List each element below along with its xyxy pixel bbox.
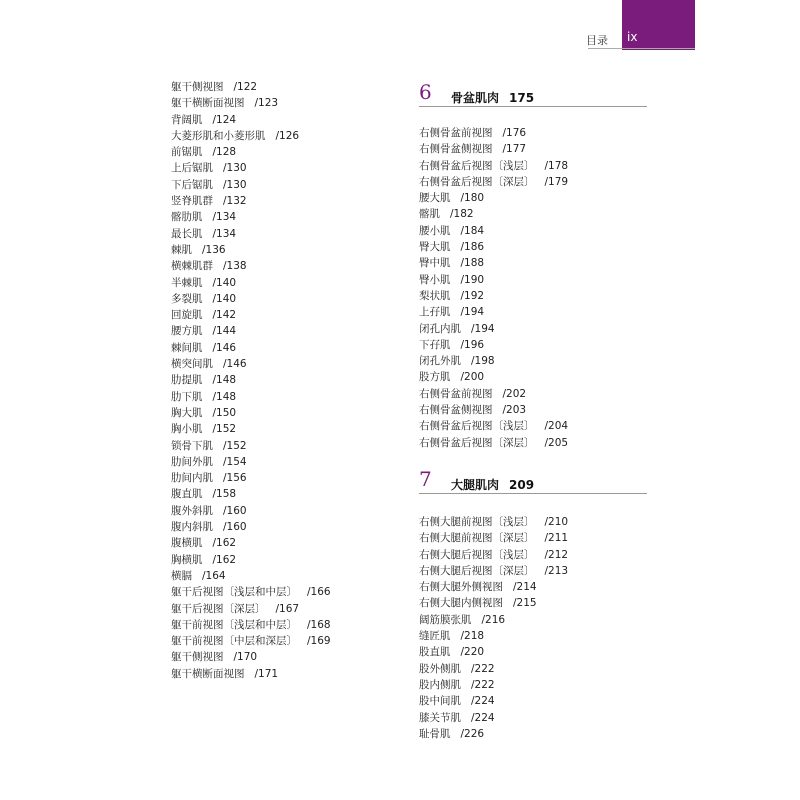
toc-entry	[419, 386, 568, 402]
toc-entry	[419, 272, 568, 288]
toc-entry	[419, 514, 568, 530]
toc-entry-page: /178	[544, 159, 569, 172]
toc-entry-page: /156	[223, 472, 247, 485]
toc-entry	[171, 242, 331, 258]
section-7-title-wrap	[451, 476, 534, 493]
toc-entry	[171, 535, 331, 551]
toc-entry	[419, 710, 568, 726]
toc-entry-title: 上后锯肌	[171, 162, 213, 175]
toc-entry-title: 右侧骨盆侧视图	[419, 404, 493, 417]
toc-entry-title: 横膈	[171, 569, 192, 582]
toc-entry	[171, 405, 331, 421]
toc-entry-title: 右侧大腿外侧视图	[419, 581, 503, 594]
toc-entry	[419, 726, 568, 742]
toc-entry-page: /179	[544, 175, 569, 188]
toc-entry-page: /132	[223, 195, 247, 208]
toc-entry	[419, 158, 568, 174]
toc-entry-page: /160	[223, 504, 247, 517]
toc-entry-page: /194	[460, 306, 485, 319]
toc-entry	[171, 503, 331, 519]
toc-entry-page: /215	[513, 597, 537, 610]
toc-entry-title: 阔筋膜张肌	[419, 613, 472, 626]
toc-entry	[171, 666, 331, 682]
toc-entry	[171, 584, 331, 600]
toc-entry-page: /218	[460, 630, 485, 643]
toc-entry	[419, 530, 568, 546]
toc-entry-title: 臀大肌	[419, 241, 451, 254]
toc-entry-page: /224	[471, 695, 495, 708]
toc-entry-page: /140	[212, 292, 237, 305]
toc-entry-title: 股外侧肌	[419, 662, 461, 675]
toc-entry	[419, 353, 568, 369]
toc-entry	[171, 193, 331, 209]
toc-entry-page: /194	[471, 322, 495, 335]
toc-entry	[419, 644, 568, 660]
toc-entry-page: /126	[275, 129, 300, 142]
toc-entry-page: /144	[212, 325, 237, 338]
toc-entry-page: /198	[471, 355, 495, 368]
toc-entry-title: 背阔肌	[171, 113, 203, 126]
toc-entry-page: /146	[223, 358, 247, 371]
toc-entry-title: 棘间肌	[171, 341, 203, 354]
toc-entry	[419, 628, 568, 644]
toc-entry-page: /196	[460, 338, 485, 351]
toc-entry-title: 肋间内肌	[171, 472, 213, 485]
toc-entry-page: /146	[212, 341, 237, 354]
toc-entry	[171, 519, 331, 535]
toc-entry-title: 腰方肌	[171, 325, 203, 338]
toc-entry-title: 右侧骨盆前视图	[419, 387, 493, 400]
toc-entry	[171, 649, 331, 665]
toc-entry-page: /216	[481, 613, 506, 626]
toc-entry-title: 竖脊肌群	[171, 195, 213, 208]
section-6-title: 骨盆肌肉	[451, 91, 500, 105]
toc-entry-page: /212	[544, 548, 569, 561]
toc-entry	[419, 369, 568, 385]
toc-entry	[419, 239, 568, 255]
toc-entry-title: 腹直肌	[171, 488, 203, 501]
toc-entry	[171, 601, 331, 617]
toc-entry-title: 右侧大腿前视图〔浅层〕	[419, 516, 535, 528]
toc-entry-title: 大菱形肌和小菱形肌	[171, 129, 266, 142]
toc-entry	[171, 454, 331, 470]
toc-entry-page: /226	[460, 727, 485, 740]
toc-entry-page: /186	[460, 241, 485, 254]
toc-entry-title: 梨状肌	[419, 289, 451, 302]
toc-entry-title: 胸大肌	[171, 406, 203, 419]
toc-entry	[419, 693, 568, 709]
toc-entry-title: 回旋肌	[171, 309, 203, 322]
toc-entry	[171, 258, 331, 274]
toc-entry-title: 最长肌	[171, 227, 203, 240]
toc-entry-page: /180	[460, 192, 485, 205]
header-rule	[588, 48, 695, 49]
toc-entry-page: /160	[223, 521, 247, 534]
toc-entry	[171, 633, 331, 649]
toc-entry-page: /211	[544, 532, 569, 545]
toc-entry-page: /204	[544, 420, 569, 433]
toc-entry-page: /148	[212, 390, 237, 403]
toc-entry-page: /203	[502, 404, 527, 417]
toc-entry-page: /210	[544, 516, 569, 528]
toc-entry-title: 前锯肌	[171, 146, 203, 159]
toc-entry-title: 股中间肌	[419, 695, 461, 708]
toc-entry-title: 闭孔外肌	[419, 355, 461, 368]
toc-entry	[419, 547, 568, 563]
toc-entry-title: 腹横肌	[171, 537, 203, 550]
toc-entry	[171, 356, 331, 372]
toc-entry-page: /134	[212, 227, 237, 240]
toc-entry-title: 胸小肌	[171, 423, 203, 436]
toc-entry-page: /128	[212, 146, 237, 159]
toc-entry-title: 右侧骨盆后视图〔浅层〕	[419, 159, 535, 172]
toc-entry-title: 躯干前视图〔中层和深层〕	[171, 635, 297, 648]
toc-entry-title: 右侧骨盆前视图	[419, 127, 493, 139]
toc-entry	[419, 337, 568, 353]
toc-entry	[171, 486, 331, 502]
toc-entry-page: /138	[223, 260, 247, 273]
toc-entry-page: /171	[254, 667, 279, 680]
section-6-number: 6	[419, 80, 432, 104]
toc-entry	[419, 255, 568, 271]
toc-entry-title: 膝关节肌	[419, 711, 461, 724]
toc-entry-page: /177	[502, 143, 527, 156]
section-7-heading	[419, 467, 647, 494]
toc-entry-page: /222	[471, 662, 495, 675]
toc-entry	[171, 209, 331, 225]
toc-entry	[171, 323, 331, 339]
toc-entry-title: 多裂肌	[171, 292, 203, 305]
toc-left-column	[171, 79, 331, 682]
toc-entry-page: /214	[513, 581, 537, 594]
toc-entry	[171, 340, 331, 356]
toc-entry-page: /169	[307, 635, 331, 648]
toc-entry	[171, 617, 331, 633]
toc-entry-page: /158	[212, 488, 237, 501]
toc-entry-title: 躯干前视图〔浅层和中层〕	[171, 618, 297, 631]
toc-entry	[419, 579, 568, 595]
toc-entry	[419, 418, 568, 434]
toc-entry-title: 腹内斜肌	[171, 521, 213, 534]
toc-entry-title: 股方肌	[419, 371, 451, 384]
toc-entry	[419, 223, 568, 239]
toc-entry	[171, 389, 331, 405]
toc-entry-title: 右侧大腿前视图〔深层〕	[419, 532, 535, 545]
toc-entry-title: 股直肌	[419, 646, 451, 659]
toc-entry	[171, 112, 331, 128]
toc-entry-page: /222	[471, 678, 495, 691]
toc-entry	[171, 128, 331, 144]
toc-entry	[171, 438, 331, 454]
toc-entry-title: 臀中肌	[419, 257, 451, 270]
toc-entry-page: /188	[460, 257, 485, 270]
toc-entry	[171, 291, 331, 307]
toc-entry-title: 右侧骨盆后视图〔深层〕	[419, 436, 535, 449]
toc-entry-page: /200	[460, 371, 485, 384]
toc-entry-title: 腰小肌	[419, 224, 451, 237]
toc-entry-title: 腰大肌	[419, 192, 451, 205]
toc-entry-page: /170	[233, 651, 258, 664]
section-7-title: 大腿肌肉	[451, 478, 500, 492]
toc-entry-page: /136	[202, 243, 226, 256]
toc-entry	[419, 612, 568, 628]
toc-entry-page: /213	[544, 564, 569, 577]
toc-entry	[419, 288, 568, 304]
toc-entry-title: 横棘肌群	[171, 260, 213, 273]
toc-entry-page: /124	[212, 113, 237, 126]
toc-entry-title: 髂肋肌	[171, 211, 203, 224]
toc-entry-title: 腹外斜肌	[171, 504, 213, 517]
toc-entry-page: /150	[212, 406, 237, 419]
toc-entry-page: /130	[223, 162, 247, 175]
toc-entry-page: /190	[460, 273, 485, 286]
toc-entry-title: 肋提肌	[171, 374, 203, 387]
toc-entry-title: 右侧大腿后视图〔深层〕	[419, 564, 535, 577]
toc-entry	[171, 144, 331, 160]
toc-entry	[171, 95, 331, 111]
toc-entry	[171, 226, 331, 242]
toc-entry-title: 股内侧肌	[419, 678, 461, 691]
toc-entry-title: 闭孔内肌	[419, 322, 461, 335]
toc-entry-page: /154	[223, 455, 247, 468]
toc-entry	[171, 160, 331, 176]
toc-entry	[171, 568, 331, 584]
toc-entry	[419, 304, 568, 320]
section-6-title-wrap	[451, 89, 534, 106]
toc-entry	[419, 677, 568, 693]
toc-entry-page: /184	[460, 224, 485, 237]
toc-entry	[419, 661, 568, 677]
toc-entry-page: /152	[212, 423, 237, 436]
toc-entry-title: 半棘肌	[171, 276, 203, 289]
toc-entry-page: /152	[223, 439, 247, 452]
toc-entry-title: 躯干后视图〔深层〕	[171, 602, 266, 615]
toc-entry-title: 胸横肌	[171, 553, 203, 566]
section-6-heading	[419, 80, 647, 107]
toc-entry-page: /205	[544, 436, 569, 449]
toc-entry-page: /130	[223, 178, 247, 191]
toc-entry-title: 右侧大腿内侧视图	[419, 597, 503, 610]
toc-entry-title: 躯干侧视图	[171, 81, 224, 93]
section-7-page: 209	[509, 478, 535, 492]
section-7-number: 7	[419, 467, 432, 491]
toc-entry	[419, 206, 568, 222]
toc-entry	[419, 563, 568, 579]
toc-entry-page: /140	[212, 276, 237, 289]
toc-entry-page: /142	[212, 309, 237, 322]
toc-entry-title: 上孖肌	[419, 306, 451, 319]
toc-entry-title: 躯干横断面视图	[171, 667, 245, 680]
toc-entry	[419, 402, 568, 418]
toc-entry-page: /176	[502, 127, 527, 139]
toc-entry-page: /162	[212, 537, 237, 550]
toc-entry-page: /220	[460, 646, 485, 659]
toc-entry-page: /166	[307, 586, 331, 599]
toc-entry-title: 锁骨下肌	[171, 439, 213, 452]
toc-entry-title: 耻骨肌	[419, 727, 451, 740]
toc-entry-title: 肋间外肌	[171, 455, 213, 468]
toc-entry	[419, 174, 568, 190]
header-label: 目录	[586, 34, 608, 47]
toc-entry-title: 下孖肌	[419, 338, 451, 351]
toc-entry-title: 躯干横断面视图	[171, 97, 245, 110]
toc-entry-title: 右侧骨盆侧视图	[419, 143, 493, 156]
toc-entry-title: 棘肌	[171, 243, 192, 256]
toc-entry	[171, 307, 331, 323]
toc-entry-title: 右侧骨盆后视图〔浅层〕	[419, 420, 535, 433]
toc-entry	[419, 190, 568, 206]
toc-entry	[171, 275, 331, 291]
toc-entry	[419, 321, 568, 337]
toc-entry-page: /134	[212, 211, 237, 224]
toc-entry-title: 臀小肌	[419, 273, 451, 286]
toc-entry-title: 下后锯肌	[171, 178, 213, 191]
toc-entry-page: /202	[502, 387, 527, 400]
section-6-page: 175	[509, 91, 535, 105]
toc-entry	[171, 79, 331, 95]
toc-entry	[171, 421, 331, 437]
toc-entry-page: /168	[307, 618, 331, 631]
toc-entry-page: /182	[450, 208, 474, 221]
toc-entry-title: 横突间肌	[171, 358, 213, 371]
toc-entry	[171, 470, 331, 486]
toc-entry-page: /192	[460, 289, 485, 302]
section-7-entries	[419, 514, 568, 742]
toc-entry-page: /122	[233, 81, 258, 93]
toc-entry-page: /224	[471, 711, 495, 724]
toc-entry	[171, 552, 331, 568]
toc-entry-title: 髂肌	[419, 208, 440, 221]
toc-entry-title: 躯干侧视图	[171, 651, 224, 664]
toc-entry-title: 缝匠肌	[419, 630, 451, 643]
toc-entry	[419, 435, 568, 451]
toc-entry-title: 躯干后视图〔浅层和中层〕	[171, 586, 297, 599]
toc-entry-page: /148	[212, 374, 237, 387]
page-number: ix	[627, 30, 638, 44]
toc-entry	[419, 141, 568, 157]
toc-entry-title: 肋下肌	[171, 390, 203, 403]
toc-entry-title: 右侧骨盆后视图〔深层〕	[419, 175, 535, 188]
toc-entry-page: /164	[202, 569, 226, 582]
toc-entry-title: 右侧大腿后视图〔浅层〕	[419, 548, 535, 561]
toc-entry	[419, 125, 568, 141]
toc-entry	[171, 372, 331, 388]
toc-entry-page: /162	[212, 553, 237, 566]
section-6-entries	[419, 125, 568, 451]
toc-entry	[419, 595, 568, 611]
toc-entry-page: /167	[275, 602, 300, 615]
toc-entry-page: /123	[254, 97, 279, 110]
toc-entry	[171, 177, 331, 193]
